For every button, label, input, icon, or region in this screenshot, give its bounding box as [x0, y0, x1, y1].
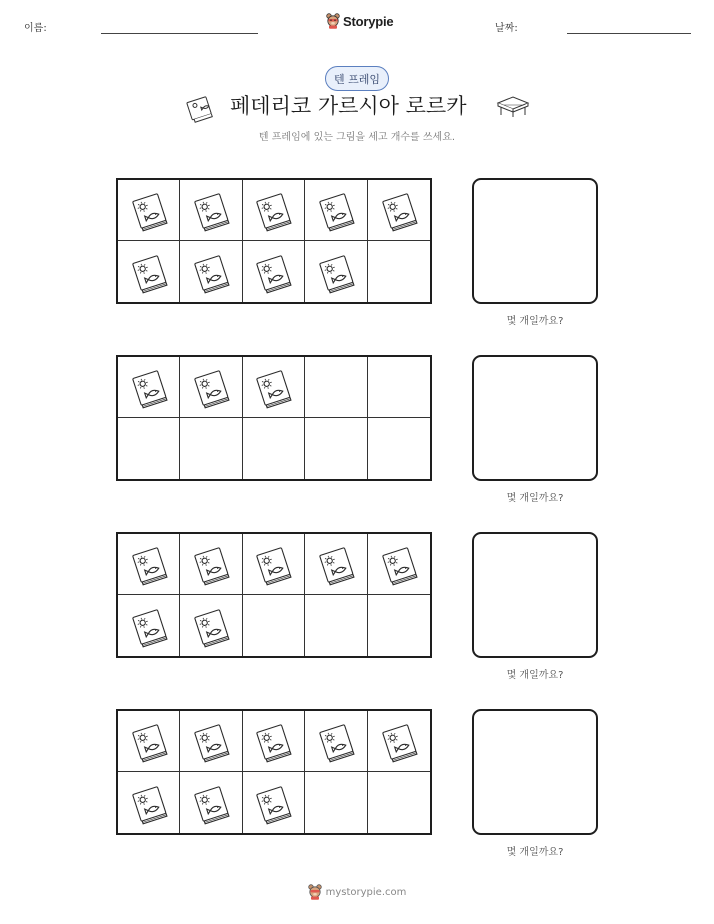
- frame-cell-empty: [368, 357, 430, 418]
- frame-cell-filled: [180, 534, 242, 595]
- answer-box-4[interactable]: [472, 709, 598, 835]
- ten-frame-4: [116, 709, 432, 835]
- book-icon: [191, 542, 231, 586]
- frame-cell-empty: [368, 595, 430, 656]
- frame-cell-empty: [305, 595, 367, 656]
- frame-cell-filled: [368, 534, 430, 595]
- frame-cell-filled: [180, 595, 242, 656]
- book-icon: [129, 781, 169, 825]
- bear-mascot-icon: [326, 13, 340, 29]
- book-icon: [316, 250, 356, 294]
- frame-cell-filled: [118, 534, 180, 595]
- answer-box-3[interactable]: [472, 532, 598, 658]
- book-icon: [316, 542, 356, 586]
- frame-cell-filled: [305, 180, 367, 241]
- frame-cell-filled: [118, 772, 180, 833]
- frame-cell-filled: [118, 595, 180, 656]
- frame-cell-empty: [368, 418, 430, 479]
- frame-cell-filled: [180, 180, 242, 241]
- footer: [0, 884, 714, 900]
- frame-cell-filled: [180, 357, 242, 418]
- frame-cell-filled: [118, 357, 180, 418]
- ten-frame-2: [116, 355, 432, 481]
- table-icon: [495, 94, 531, 118]
- frame-cell-filled: [368, 711, 430, 772]
- frame-cell-empty: [305, 357, 367, 418]
- frame-cell-empty: [305, 772, 367, 833]
- frame-cell-filled: [368, 180, 430, 241]
- book-icon: [191, 719, 231, 763]
- name-line[interactable]: [101, 33, 258, 34]
- name-label: 이름:: [24, 23, 47, 34]
- ten-frame-1: [116, 178, 432, 304]
- frame-cell-filled: [305, 711, 367, 772]
- book-icon: [253, 781, 293, 825]
- frame-cell-filled: [305, 534, 367, 595]
- question-3: 몇 개일까요?: [506, 670, 564, 681]
- title-row: [0, 90, 714, 124]
- book-icon: [129, 542, 169, 586]
- frame-cell-filled: [243, 357, 305, 418]
- book-icon: [316, 719, 356, 763]
- book-icon: [191, 365, 231, 409]
- frame-cell-filled: [243, 180, 305, 241]
- footer-url[interactable]: mystorypie.com: [325, 886, 407, 898]
- brand-name: Storypie: [343, 13, 394, 29]
- book-icon: [184, 93, 216, 123]
- answer-box-2[interactable]: [472, 355, 598, 481]
- frame-cell-empty: [305, 418, 367, 479]
- topic-badge: 텐 프레임: [325, 66, 389, 91]
- frame-cell-filled: [243, 711, 305, 772]
- answer-box-1[interactable]: [472, 178, 598, 304]
- frame-cell-filled: [180, 241, 242, 302]
- book-icon: [253, 250, 293, 294]
- question-1: 몇 개일까요?: [506, 316, 564, 327]
- book-icon: [253, 542, 293, 586]
- frame-cell-empty: [118, 418, 180, 479]
- bear-mascot-icon: [308, 884, 322, 900]
- book-icon: [379, 188, 419, 232]
- date-line[interactable]: [567, 33, 691, 34]
- book-icon: [129, 719, 169, 763]
- frame-cell-filled: [118, 711, 180, 772]
- book-icon: [191, 604, 231, 648]
- frame-cell-filled: [243, 241, 305, 302]
- book-icon: [129, 188, 169, 232]
- book-icon: [253, 719, 293, 763]
- frame-cell-empty: [368, 241, 430, 302]
- date-label: 날짜:: [495, 23, 518, 34]
- book-icon: [129, 604, 169, 648]
- frame-cell-empty: [180, 418, 242, 479]
- frame-cell-filled: [118, 180, 180, 241]
- frame-cell-filled: [118, 241, 180, 302]
- book-icon: [316, 188, 356, 232]
- frame-cell-filled: [180, 711, 242, 772]
- page-title: 페데리코 가르시아 로르카: [230, 94, 467, 118]
- frame-cell-empty: [243, 595, 305, 656]
- frame-cell-filled: [180, 772, 242, 833]
- frame-cell-empty: [243, 418, 305, 479]
- book-icon: [129, 365, 169, 409]
- question-2: 몇 개일까요?: [506, 493, 564, 504]
- book-icon: [253, 188, 293, 232]
- frame-cell-filled: [305, 241, 367, 302]
- brand-logo: [326, 13, 393, 29]
- book-icon: [379, 542, 419, 586]
- book-icon: [129, 250, 169, 294]
- instructions: 텐 프레임에 있는 그림을 세고 개수를 쓰세요.: [258, 132, 456, 143]
- book-icon: [379, 719, 419, 763]
- book-icon: [191, 188, 231, 232]
- frame-cell-filled: [243, 772, 305, 833]
- ten-frame-3: [116, 532, 432, 658]
- book-icon: [253, 365, 293, 409]
- book-icon: [191, 781, 231, 825]
- frame-cell-filled: [243, 534, 305, 595]
- question-4: 몇 개일까요?: [506, 847, 564, 858]
- frame-cell-empty: [368, 772, 430, 833]
- book-icon: [191, 250, 231, 294]
